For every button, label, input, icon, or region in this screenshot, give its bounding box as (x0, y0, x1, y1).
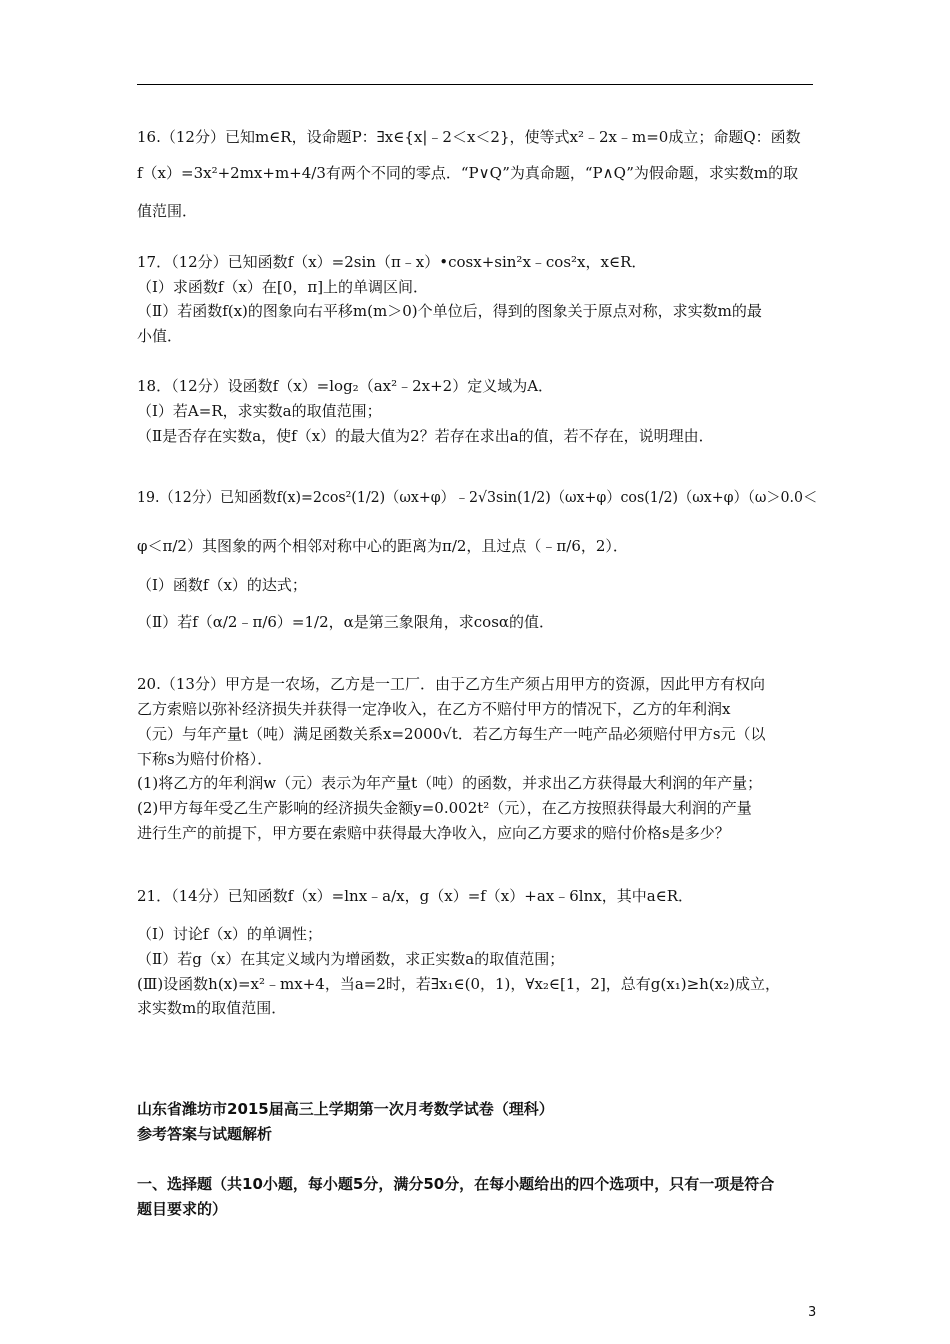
problem-20-line-2: 乙方索赔以弥补经济损失并获得一定净收入，在乙方不赔付甲方的情况下，乙方的年利润x (137, 700, 731, 718)
problem-21-line-1: 21．（14分）已知函数f（x）=lnx﹣a/x，g（x）=f（x）+ax﹣6lnx，其中a∈R． (137, 887, 694, 905)
problem-21-line-2: （Ⅰ）讨论f（x）的单调性； (137, 925, 322, 943)
problem-18-line-3: （Ⅱ是否存在实数a，使f（x）的最大值为2？若存在求出a的值，若不存在，说明理由． (137, 427, 714, 445)
answers-subtitle: 参考答案与试题解析 (137, 1125, 273, 1143)
section-heading-line-2: 题目要求的） (137, 1200, 228, 1218)
problem-16-line-1: 16.（12分）已知m∈R，设命题P：∃x∈{x|﹣2＜x＜2}，使等式x²﹣2x﹣m=0成立；命题Q：函数 (137, 128, 801, 146)
problem-20-line-3: （元）与年产量t（吨）满足函数关系x=2000√t．若乙方每生产一吨产品必须赔付甲方s元（以 (137, 725, 766, 743)
problem-19-line-2: φ＜π/2）其图象的两个相邻对称中心的距离为π/2，且过点（﹣π/6，2）． (137, 537, 628, 555)
problem-21-line-5: 求实数m的取值范围． (137, 999, 287, 1017)
section-heading-line-1: 一、选择题（共10小题，每小题5分，满分50分，在每小题给出的四个选项中，只有一项是符合 (137, 1175, 775, 1193)
problem-20-line-7: 进行生产的前提下，甲方要在索赔中获得最大净收入，应向乙方要求的赔付价格s是多少？ (137, 824, 730, 842)
problem-19-line-1: 19.（12分）已知函数f(x)=2cos²(1/2)（ωx+φ）﹣2√3sin(1/2)（ωx+φ）cos(1/2)（ωx+φ）（ω＞0.0＜ (137, 488, 818, 506)
problem-17-line-3: （Ⅱ）若函数f(x)的图象向右平移m(m＞0)个单位后，得到的图象关于原点对称，求实数m的最 (137, 302, 762, 320)
problem-18-line-1: 18．（12分）设函数f（x）=log₂（ax²﹣2x+2）定义域为A． (137, 377, 554, 395)
problem-20-line-1: 20.（13分）甲方是一农场，乙方是一工厂．由于乙方生产须占用甲方的资源，因此甲方有权向 (137, 675, 765, 693)
problem-16-line-3: 值范围． (137, 202, 198, 220)
problem-17-line-2: （Ⅰ）求函数f（x）在[0，π]上的单调区间． (137, 278, 429, 296)
problem-21-line-4: (Ⅲ)设函数h(x)=x²﹣mx+4，当a=2时，若∃x₁∈(0，1)，∀x₂∈[1，2]，总有g(x₁)≥h(x₂)成立， (137, 975, 780, 993)
header-rule (137, 84, 813, 85)
problem-16-line-2: f（x）=3x²+2mx+m+4/3有两个不同的零点．“P∨Q”为真命题，“P∧Q”为假命题，求实数m的取 (137, 164, 799, 182)
problem-19-line-3: （Ⅰ）函数f（x）的达式； (137, 576, 307, 594)
problem-21-line-3: （Ⅱ）若g（x）在其定义域内为增函数，求正实数a的取值范围； (137, 950, 565, 968)
problem-19-line-4: （Ⅱ）若f（α/2﹣π/6）=1/2，α是第三象限角，求cosα的值． (137, 613, 555, 631)
problem-18-line-2: （Ⅰ）若A=R，求实数a的取值范围； (137, 402, 382, 420)
problem-17-line-1: 17．（12分）已知函数f（x）=2sin（π﹣x）•cosx+sin²x﹣cos²x，x∈R． (137, 253, 647, 271)
page-number: 3 (808, 1305, 817, 1320)
problem-20-line-4: 下称s为赔付价格）． (137, 750, 273, 768)
answers-title: 山东省潍坊市2015届高三上学期第一次月考数学试卷（理科） (137, 1100, 554, 1118)
problem-20-line-5: (1)将乙方的年利润w（元）表示为年产量t（吨）的函数，并求出乙方获得最大利润的年产量； (137, 774, 763, 792)
problem-17-line-4: 小值． (137, 327, 183, 345)
problem-20-line-6: (2)甲方每年受乙生产影响的经济损失金额y=0.002t²（元），在乙方按照获得最大利润的产量 (137, 799, 752, 817)
